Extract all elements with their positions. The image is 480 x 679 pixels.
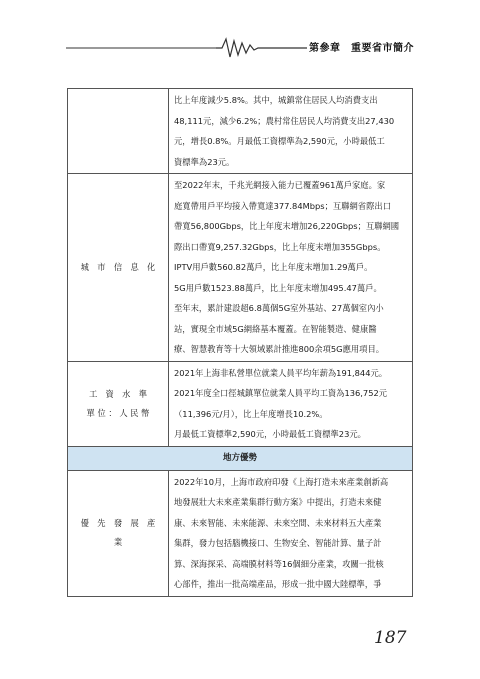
row-content <box>169 361 413 446</box>
label-text: 優 先 發 展 產 業 <box>80 518 164 547</box>
chapter-header <box>66 36 414 60</box>
label-text: 工 資 水 準 <box>88 388 148 399</box>
text-line: 至2022年末，千兆光網接入能力已覆蓋961萬戶家庭。家 <box>174 180 386 190</box>
text-line: 庭寬帶用戶平均接入帶寬達377.84Mbps；互聯網省際出口 <box>174 200 391 211</box>
section-title: 地方優勢 <box>68 446 413 470</box>
text-line: 5G用戶數1523.88萬戶，比上年度末增加495.47萬戶。 <box>174 282 382 293</box>
row-content <box>169 174 413 362</box>
label-text: 城 市 信 息 化 <box>80 261 156 272</box>
text-line: IPTV用戶數560.82萬戶，比上年度末增加1.29萬戶。 <box>174 262 373 272</box>
table-row <box>68 361 413 446</box>
row-label <box>68 174 169 362</box>
row-label <box>68 361 169 446</box>
text-line: （11,396元/月），比上年度增長10.2%。 <box>174 408 328 419</box>
row-label <box>68 89 169 174</box>
info-table <box>67 88 413 597</box>
text-line: 比上年度減少5.8%。其中，城鎮常住居民人均消費支出 <box>174 95 378 105</box>
text-line: 療、智慧教育等十大領域累計推進800余項5G應用項目。 <box>174 344 385 354</box>
text-line: 48,111元，減少6.2%；農村常住居民人均消費支出27,430 <box>174 115 395 126</box>
row-label <box>68 470 169 596</box>
row-content <box>169 89 413 174</box>
chapter-title: 第參章 重要省市簡介 <box>307 39 414 54</box>
section-row <box>68 446 413 470</box>
text-line: 集群，發力包括腦機接口、生物安全、智能計算、量子計 <box>174 538 382 548</box>
text-line: 帶寬56,800Gbps，比上年度末增加26,220Gbps；互聯網國 <box>174 221 400 231</box>
text-line: 資標準為23元。 <box>174 156 235 167</box>
text-line: 心部件，推出一批高端產品，形成一批中國大陸標準，爭 <box>174 579 382 589</box>
text-line: 2022年10月，上海市政府印發《上海打造未來產業創新高 <box>174 476 389 487</box>
text-line: 月最低工資標準2,590元，小時最低工資標準23元。 <box>174 429 366 439</box>
text-line: 地發展壯大未來產業集群行動方案》中提出，打造未來健 <box>174 497 382 507</box>
text-line: 至年末，累計建設超6.8萬個5G室外基站、27萬個室內小 <box>174 303 384 313</box>
page-number: 187 <box>374 628 407 648</box>
row-content <box>169 470 413 596</box>
table-row <box>68 174 413 362</box>
text-line: 際出口帶寬9,257.32Gbps，比上年度末增加355Gbps。 <box>174 241 386 252</box>
table-row <box>68 89 413 174</box>
text-line: 2021年度全口徑城鎮單位就業人員平均工資為136,752元 <box>174 388 388 398</box>
table-row <box>68 470 413 596</box>
label-text: 單 位 ： 人 民 幣 <box>86 407 150 418</box>
text-line: 元，增長0.8%。月最低工資標準為2,590元，小時最低工 <box>174 136 385 146</box>
text-line: 康、未來智能、未來能源、未來空間、未來材料五大產業 <box>174 517 382 528</box>
text-line: 2021年上海非私營單位就業人員平均年薪為191,844元。 <box>174 367 388 378</box>
text-line: 站，實現全市域5G網絡基本覆蓋。在智能製造、健康醫 <box>174 323 377 334</box>
text-line: 算、深海探采、高端膜材料等16個細分產業，攻關一批核 <box>174 558 384 569</box>
